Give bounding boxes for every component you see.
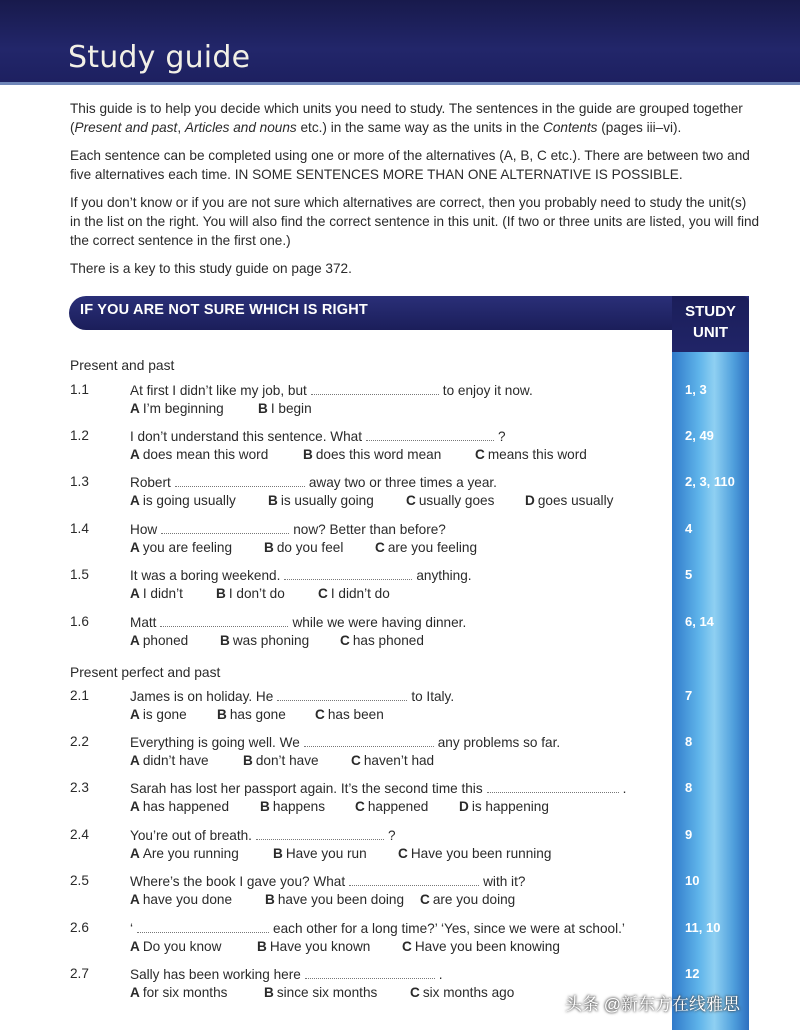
sentence-start: Robert [130, 475, 171, 490]
study-unit-ref: 1, 3 [685, 382, 707, 397]
answer-blank [305, 966, 435, 979]
banner-title: IF YOU ARE NOT SURE WHICH IS RIGHT [80, 302, 368, 318]
page-title: Study guide [68, 40, 251, 75]
study-heading-line1: STUDY [685, 303, 736, 320]
section-heading: Present and past [70, 358, 175, 373]
alternative-text: you are feeling [142, 540, 233, 555]
sentence-start: Matt [130, 615, 157, 630]
alternative-option [265, 892, 404, 907]
alternative-letter: B [257, 939, 267, 954]
answer-blank [284, 567, 412, 580]
study-unit-ref: 2, 3, 110 [685, 474, 735, 489]
alternative-text: Have you been running [410, 846, 552, 861]
study-unit-ref: 5 [685, 567, 693, 582]
alternative-letter: A [130, 633, 140, 648]
question-number: 1.6 [70, 614, 89, 629]
alternative-option [318, 586, 390, 601]
alternative-text: is going usually [142, 493, 236, 508]
intro-text-run: etc.) in the same way as the units in the [296, 120, 544, 135]
header-divider [0, 82, 800, 85]
alternative-option [355, 799, 428, 814]
alternative-text: didn’t have [142, 753, 209, 768]
alternative-text: Have you run [285, 846, 367, 861]
question-number: 2.2 [70, 734, 89, 749]
alternative-option [130, 493, 236, 508]
study-unit-ref: 8 [685, 780, 693, 795]
question-number: 1.2 [70, 428, 89, 443]
alternative-text: is usually going [280, 493, 374, 508]
question-number: 2.1 [70, 688, 89, 703]
intro-text-run: There is a key to this study guide on page 372. [70, 261, 352, 276]
question-sentence [130, 734, 560, 750]
alternative-text: phoned [142, 633, 189, 648]
alternative-option [268, 493, 374, 508]
sentence-end: each other for a long time?’ ‘Yes, since we were at school.’ [273, 921, 625, 936]
alternative-option [130, 753, 209, 768]
alternative-text: was phoning [232, 633, 310, 648]
alternative-text: does mean this word [142, 447, 269, 462]
question-sentence [130, 382, 533, 398]
alternative-letter: A [130, 799, 140, 814]
alternative-letter: A [130, 753, 140, 768]
intro-paragraph [70, 259, 760, 278]
sentence-start: You’re out of breath. [130, 828, 252, 843]
alternative-text: haven’t had [363, 753, 435, 768]
alternative-option [264, 540, 343, 555]
question-sentence [130, 873, 525, 889]
alternative-option [315, 707, 384, 722]
study-unit-ref: 2, 49 [685, 428, 714, 443]
study-unit-heading [672, 301, 749, 343]
intro-text-run: This guide is to help you decide which units you need to study. The sentences in the guide are grouped together ( [70, 101, 743, 135]
question-number: 2.3 [70, 780, 89, 795]
alternative-letter: B [220, 633, 230, 648]
sentence-start: Sally has been working here [130, 967, 301, 982]
alternative-letter: B [264, 985, 274, 1000]
sentence-start: Sarah has lost her passport again. It’s the second time this [130, 781, 483, 796]
alternative-letter: A [130, 985, 140, 1000]
alternative-option [130, 401, 224, 416]
sentence-end: . [438, 967, 443, 982]
alternative-text: is gone [142, 707, 187, 722]
alternative-text: happens [272, 799, 325, 814]
question-number: 2.6 [70, 920, 89, 935]
answer-blank [349, 873, 479, 886]
alternative-letter: A [130, 846, 140, 861]
alternative-option [130, 447, 268, 462]
alternative-text: have you been doing [277, 892, 405, 907]
alternative-letter: A [130, 707, 140, 722]
alternative-letter: C [355, 799, 365, 814]
alternative-option [130, 586, 183, 601]
alternative-letter: A [130, 493, 140, 508]
alternative-text: Are you running [142, 846, 239, 861]
sentence-start: ‘ [130, 921, 134, 936]
alternative-text: do you feel [276, 540, 344, 555]
alternative-option [303, 447, 441, 462]
intro-text-run: (pages iii–vi). [597, 120, 682, 135]
alternative-option [258, 401, 312, 416]
alternative-letter: B [216, 586, 226, 601]
alternative-text: don’t have [255, 753, 319, 768]
answer-blank [175, 474, 305, 487]
sentence-end: to enjoy it now. [442, 383, 533, 398]
alternative-option [273, 846, 367, 861]
alternative-text: usually goes [418, 493, 495, 508]
study-unit-ref: 9 [685, 827, 693, 842]
alternative-text: goes usually [537, 493, 614, 508]
sentence-end: while we were having dinner. [292, 615, 467, 630]
question-sentence [130, 428, 506, 444]
alternative-letter: A [130, 586, 140, 601]
alternative-text: I’m beginning [142, 401, 224, 416]
question-number: 2.7 [70, 966, 89, 981]
answer-blank [304, 734, 434, 747]
sentence-start: James is on holiday. He [130, 689, 274, 704]
watermark: 头条 @新东方在线雅思 [565, 995, 740, 1014]
alternative-letter: C [340, 633, 350, 648]
intro-paragraph [70, 146, 760, 184]
question-number: 1.3 [70, 474, 89, 489]
intro-text-run: Present and past [74, 120, 178, 135]
intro-text [70, 99, 760, 287]
sentence-end: ? [498, 429, 506, 444]
sentence-end: . [622, 781, 627, 796]
alternative-letter: C [475, 447, 485, 462]
alternative-option [375, 540, 477, 555]
alternative-letter: C [402, 939, 412, 954]
intro-text-run: If you don’t know or if you are not sure which alternatives are correct, then you probably need to study the unit(s) in the list on the right. You will also find the correct sentence in this unit. (If two or three units are listed, you will find the correct sentence in the first one.) [70, 195, 760, 248]
section-heading: Present perfect and past [70, 665, 221, 680]
alternative-letter: A [130, 401, 140, 416]
alternative-letter: C [410, 985, 420, 1000]
sentence-start: Where’s the book I gave you? What [130, 874, 346, 889]
question-sentence [130, 521, 446, 537]
alternative-option [525, 493, 613, 508]
alternative-option [475, 447, 587, 462]
answer-blank [277, 688, 407, 701]
alternative-text: for six months [142, 985, 228, 1000]
question-number: 1.1 [70, 382, 89, 397]
alternative-option [260, 799, 325, 814]
alternative-text: has gone [229, 707, 286, 722]
alternative-option [243, 753, 319, 768]
alternative-letter: B [303, 447, 313, 462]
alternative-letter: D [525, 493, 535, 508]
alternative-option [264, 985, 377, 1000]
alternative-option [130, 846, 239, 861]
alternative-text: happened [367, 799, 429, 814]
alternative-letter: A [130, 892, 140, 907]
sentence-end: ? [387, 828, 396, 843]
alternative-text: is happening [471, 799, 549, 814]
answer-blank [161, 521, 289, 534]
alternative-option [398, 846, 551, 861]
alternative-option [406, 493, 494, 508]
study-unit-ref: 12 [685, 966, 700, 981]
intro-paragraph [70, 193, 760, 250]
alternative-text: Do you know [142, 939, 222, 954]
study-heading-line2: UNIT [693, 324, 728, 341]
sentence-start: How [130, 522, 158, 537]
alternative-letter: C [398, 846, 408, 861]
question-number: 1.4 [70, 521, 89, 536]
answer-blank [160, 614, 288, 627]
study-unit-ref: 6, 14 [685, 614, 714, 629]
question-sentence [130, 780, 626, 796]
intro-paragraph [70, 99, 760, 137]
alternative-text: I didn’t [142, 586, 183, 601]
alternative-letter: A [130, 447, 140, 462]
alternative-option [257, 939, 370, 954]
alternative-letter: B [264, 540, 274, 555]
alternative-option [351, 753, 434, 768]
alternative-option [220, 633, 309, 648]
alternative-text: means this word [487, 447, 587, 462]
alternative-letter: D [459, 799, 469, 814]
alternative-letter: C [420, 892, 430, 907]
alternative-text: I didn’t do [330, 586, 390, 601]
answer-blank [137, 920, 269, 933]
alternative-text: does this word mean [315, 447, 442, 462]
alternative-letter: B [260, 799, 270, 814]
alternative-text: has been [327, 707, 384, 722]
alternative-option [217, 707, 286, 722]
alternative-option [402, 939, 560, 954]
alternative-text: since six months [276, 985, 378, 1000]
alternative-letter: C [315, 707, 325, 722]
intro-text-run: , [177, 120, 185, 135]
answer-blank [366, 428, 494, 441]
question-sentence [130, 614, 466, 630]
sentence-start: At first I didn’t like my job, but [130, 383, 307, 398]
alternative-letter: B [268, 493, 278, 508]
sentence-end: to Italy. [411, 689, 455, 704]
question-sentence [130, 827, 396, 843]
alternative-option [340, 633, 424, 648]
question-number: 1.5 [70, 567, 89, 582]
sentence-end: now? Better than before? [293, 522, 446, 537]
sentence-end: with it? [483, 874, 526, 889]
alternative-option [130, 633, 188, 648]
question-sentence [130, 966, 443, 982]
study-unit-ref: 10 [685, 873, 700, 888]
alternative-letter: B [217, 707, 227, 722]
sentence-start: It was a boring weekend. [130, 568, 281, 583]
question-sentence [130, 920, 625, 936]
alternative-option [130, 892, 232, 907]
alternative-option [130, 799, 229, 814]
study-unit-ref: 8 [685, 734, 693, 749]
answer-blank [487, 780, 619, 793]
sentence-end: away two or three times a year. [308, 475, 497, 490]
alternative-letter: B [258, 401, 268, 416]
alternative-text: I begin [270, 401, 312, 416]
sentence-end: anything. [416, 568, 472, 583]
study-unit-ref: 4 [685, 521, 693, 536]
alternative-letter: B [265, 892, 275, 907]
alternative-letter: A [130, 540, 140, 555]
intro-text-run: Contents [543, 120, 598, 135]
question-sentence [130, 567, 472, 583]
alternative-letter: A [130, 939, 140, 954]
alternative-letter: B [243, 753, 253, 768]
alternative-letter: C [318, 586, 328, 601]
question-number: 2.4 [70, 827, 89, 842]
alternative-option [130, 939, 221, 954]
answer-blank [311, 382, 439, 395]
answer-blank [256, 827, 384, 840]
question-number: 2.5 [70, 873, 89, 888]
sentence-start: I don’t understand this sentence. What [130, 429, 362, 444]
study-unit-ref: 11, 10 [685, 920, 721, 935]
alternative-option [216, 586, 285, 601]
alternative-letter: C [406, 493, 416, 508]
alternative-option [459, 799, 549, 814]
sentence-end: any problems so far. [437, 735, 561, 750]
alternative-text: has phoned [352, 633, 424, 648]
study-unit-ref: 7 [685, 688, 693, 703]
alternative-text: has happened [142, 799, 230, 814]
alternative-text: I don’t do [228, 586, 285, 601]
alternative-text: are you doing [432, 892, 516, 907]
alternative-option [410, 985, 514, 1000]
intro-text-run: Articles and nouns [184, 120, 297, 135]
alternative-text: have you done [142, 892, 233, 907]
alternative-text: Have you known [269, 939, 371, 954]
alternative-letter: C [351, 753, 361, 768]
alternative-option [130, 985, 227, 1000]
alternative-letter: B [273, 846, 283, 861]
question-sentence [130, 474, 497, 490]
sentence-start: Everything is going well. We [130, 735, 300, 750]
alternative-text: are you feeling [387, 540, 478, 555]
alternative-text: six months ago [422, 985, 515, 1000]
alternative-text: Have you been knowing [414, 939, 560, 954]
intro-text-run: Each sentence can be completed using one or more of the alternatives (A, B, C etc.). There are between two and five alternatives each time. IN SOME SENTENCES MORE THAN ONE ALTERNATIVE IS POSSIBLE. [70, 148, 750, 182]
alternative-letter: C [375, 540, 385, 555]
alternative-option [130, 540, 232, 555]
question-sentence [130, 688, 454, 704]
alternative-option [130, 707, 187, 722]
alternative-option [420, 892, 515, 907]
